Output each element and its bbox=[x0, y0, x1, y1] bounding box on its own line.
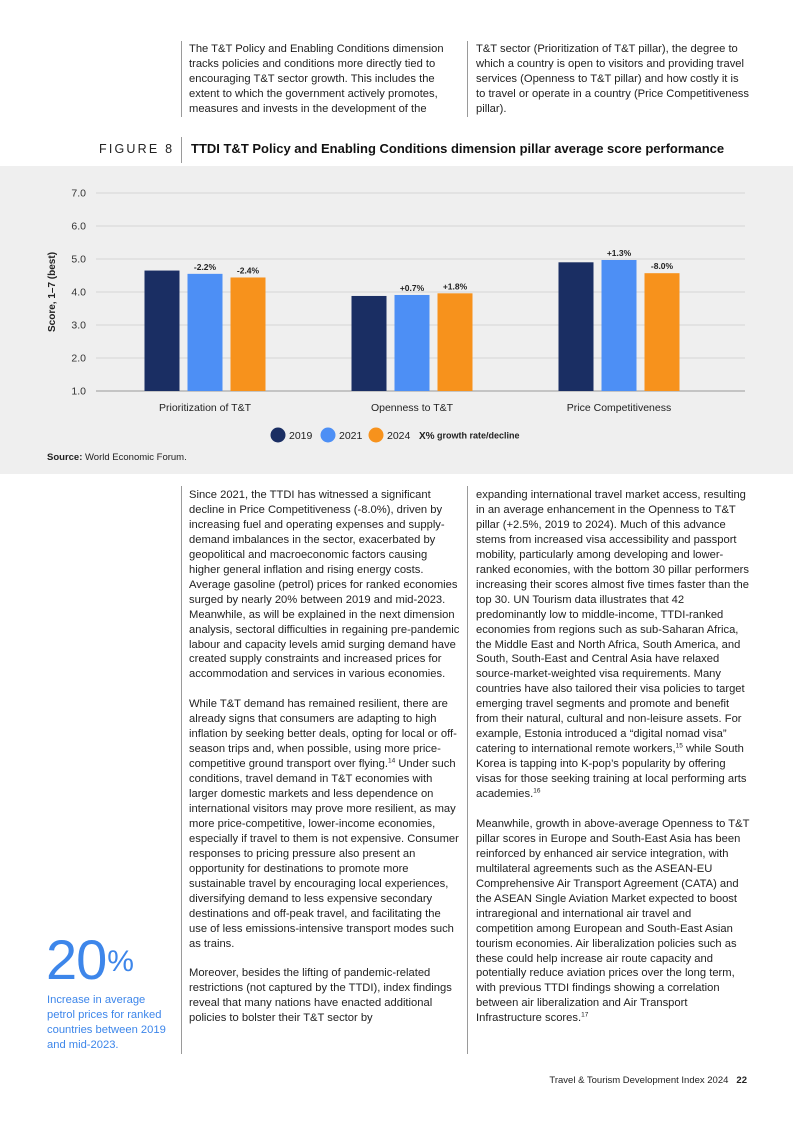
figure-title: TTDI T&T Policy and Enabling Conditions dimension pillar average score performance bbox=[191, 141, 725, 156]
bar-2019 bbox=[352, 296, 387, 391]
paragraph: Moreover, besides the lifting of pandemic-related restrictions (not captured by the TTDI), index findings reveal that many nations have enacted additional policies to bolster their T&T sector by bbox=[189, 967, 452, 1025]
bar-2024 bbox=[438, 293, 473, 391]
y-tick-label: 4.0 bbox=[71, 286, 86, 299]
data-label: +1.8% bbox=[442, 281, 468, 292]
y-tick-label: 6.0 bbox=[71, 220, 86, 233]
y-tick-label: 5.0 bbox=[71, 253, 86, 266]
footnote-ref[interactable]: 17 bbox=[581, 1011, 589, 1019]
y-tick-label: 3.0 bbox=[71, 319, 86, 332]
legend-swatch-2019 bbox=[271, 428, 286, 443]
legend-swatch-2024 bbox=[369, 428, 384, 443]
bar-2024 bbox=[231, 277, 266, 391]
legend-swatch-2021 bbox=[321, 428, 336, 443]
footer-title: Travel & Tourism Development Index 2024 bbox=[549, 1075, 729, 1086]
y-tick-label: 7.0 bbox=[71, 187, 86, 200]
intro-text-left: The T&T Policy and Enabling Conditions dimension tracks policies and conditions more directly tied to encouraging T&T sector growth. This includes the extent to which the government actively promotes, measures and invests in the development of the bbox=[189, 43, 444, 115]
y-tick-label: 1.0 bbox=[71, 385, 86, 398]
y-axis-label: Score, 1–7 (best) bbox=[47, 251, 58, 333]
intro-text-right: T&T sector (Prioritization of T&T pillar), the degree to which a country is open to visitors and providing travel services (Openness to T&T pillar) and how costly it is to travel or operate in a country (Price Competitiveness pillar). bbox=[476, 43, 749, 115]
figure-source: Source: World Economic Forum. bbox=[47, 452, 187, 463]
paragraph: While T&T demand has remained resilient, there are already signs that consumers are adapting to high inflation by seeking better deals, opting for local or off-season trips and, when possible, using more price-competitive ground transport over flying.$^{14}$ Under such conditions, travel demand in T&T economies with larger domestic markets and less dependence on international visitors may prove more resilient, as may more price-competitive, lower-income economies, especially if travel to them is not expensive. Consumer responses to pricing pressure also present an opportunity for destinations to promote more sustainable travel by encouraging local experiences, diversifying demand to less expensive secondary destinations and off-peak travel, and facilitating the use of less emissions-intensive transport modes such as trains. bbox=[189, 698, 459, 950]
x-category-label: Openness to T&T bbox=[370, 402, 454, 414]
data-label: -2.2% bbox=[193, 261, 217, 272]
x-category-label: Price Competitiveness bbox=[566, 402, 672, 414]
bar-2024 bbox=[645, 273, 680, 391]
legend-label: 2019 bbox=[289, 429, 313, 442]
legend-label: 2021 bbox=[339, 429, 363, 442]
bar-chart bbox=[0, 166, 793, 456]
column-divider bbox=[181, 486, 182, 1054]
data-label: +1.3% bbox=[606, 247, 632, 258]
bar-2021 bbox=[602, 260, 637, 391]
data-label: -8.0% bbox=[650, 261, 674, 272]
body-column-left bbox=[189, 488, 461, 1026]
figure-label: FIGURE 8 bbox=[99, 142, 175, 156]
column-divider bbox=[467, 486, 468, 1054]
bar-2019 bbox=[145, 271, 180, 391]
column-divider bbox=[467, 41, 468, 117]
callout-stat: 20% bbox=[46, 928, 133, 991]
figure-divider bbox=[181, 137, 182, 163]
footnote-ref[interactable]: 14 bbox=[388, 757, 396, 765]
data-label: +0.7% bbox=[399, 282, 425, 293]
data-label: -2.4% bbox=[236, 265, 260, 276]
x-category-label: Prioritization of T&T bbox=[158, 402, 252, 414]
body-column-right bbox=[476, 488, 751, 1026]
page-footer bbox=[549, 1075, 747, 1086]
legend-note-symbol: X% bbox=[419, 430, 435, 442]
bar-2021 bbox=[395, 295, 430, 391]
y-tick-label: 2.0 bbox=[71, 352, 86, 365]
legend-note: growth rate/decline bbox=[437, 430, 520, 441]
paragraph: Meanwhile, growth in above-average Openness to T&T pillar scores in Europe and South-East Asia has been reinforced by enhanced air service integration, with multilateral agreements such as the ASEAN-EU Comprehensive Air Transport Agreement (CATA) and the ASEAN Single Aviation Market expected to boost intraregional and international air travel and competition among European and South-East Asian tourism economies. Air liberalization policies such as these could help increase air route capacity and potentially reduce aviation prices over the long term, with previous TTDI findings showing a correlation between air liberalization and Air Transport Infrastructure scores.$^{17}$ bbox=[476, 817, 750, 1025]
bar-2021 bbox=[188, 274, 223, 391]
bar-2019 bbox=[559, 262, 594, 391]
paragraph: Since 2021, the TTDI has witnessed a significant decline in Price Competitiveness (-8.0%), driven by increasing fuel and operating expenses and supply-demand imbalances in the sector, exacerbated by geopolitical and macroeconomic factors causing higher general inflation and rising energy costs. Average gasoline (petrol) prices for ranked economies surged by nearly 20% between 2019 and mid-2023. Meanwhile, as will be explained in the next dimension analysis, sectoral difficulties in regaining pre-pandemic labour and capacity levels amid surging demand have created supply constraints and increased prices for accommodation and services in various economies. bbox=[189, 489, 460, 681]
paragraph: expanding international travel market access, resulting in an average enhancement in the Openness to T&T pillar (+2.5%, 2019 to 2024). Much of this advance stems from increased visa accessibility and passport mobility, particularly among developing and lower-ranked economies, with the bottom 30 pillar performers increasing their scores almost five times faster than the top 30. UN Tourism data illustrates that 42 predominantly low to middle-income, TTDI-ranked economies from regions such as sub-Saharan Africa, the Middle East and North Africa, South America, and South, South-East and Central Asia have relaxed source-market-weighted visa requirements. Many countries have also tailored their visa policies to target emerging travel segments and promote and benefit from their natural, cultural and non-leisure assets. For example, Estonia introduced a “digital nomad visa” catering to international remote workers,$^{15}$ while South Korea is tapping into K-pop’s popularity by offering visas for those seeking training at local performing arts academies.$^{16}$ bbox=[476, 489, 749, 801]
legend-label: 2024 bbox=[387, 429, 411, 442]
footnote-ref[interactable]: 16 bbox=[533, 787, 541, 795]
page-number: 22 bbox=[736, 1075, 747, 1086]
footnote-ref[interactable]: 15 bbox=[675, 742, 683, 750]
column-divider bbox=[181, 41, 182, 117]
callout-caption: Increase in average petrol prices for ranked countries between 2019 and mid-2023. bbox=[47, 994, 166, 1051]
